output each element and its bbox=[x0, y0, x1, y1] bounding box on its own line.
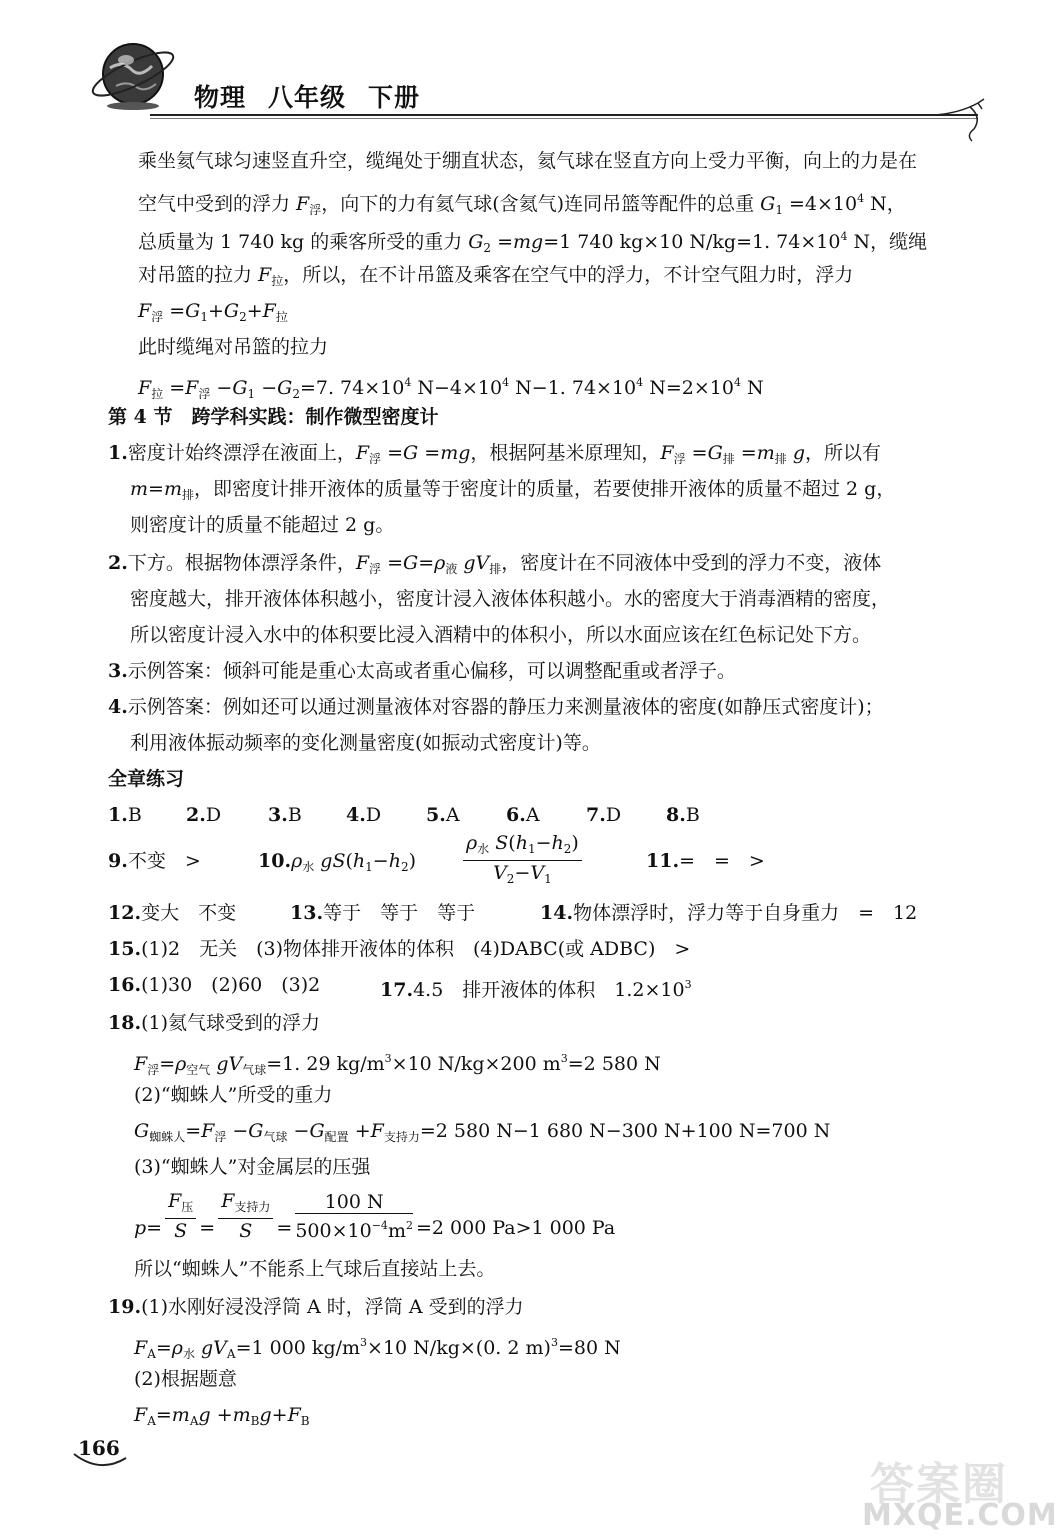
s4-q1-line1: 1.密度计始终漂浮在液面上，$F_浮 =G =mg$，根据阿基米原理知，$F_浮 =G_排 =m_排$ g，所以有 bbox=[108, 442, 882, 466]
q18-line2: (2)“蜘蛛人”所受的重力 bbox=[134, 1084, 333, 1106]
q14: 14.物体漂浮时，浮力等于自身重力 = 12 bbox=[540, 902, 918, 924]
page-number-ornament-icon bbox=[70, 1448, 130, 1474]
mc-4: 4.D bbox=[346, 804, 382, 826]
mc-1: 1.B bbox=[108, 804, 142, 826]
page-header bbox=[0, 0, 1033, 150]
para1-line4: 对吊篮的拉力 $F_拉$，所以，在不计吊篮及乘客在空气中的浮力，不计空气阻力时，浮力 bbox=[138, 264, 854, 288]
header-volume: 下册 bbox=[368, 83, 421, 112]
mc-6: 6.A bbox=[506, 804, 540, 826]
s4-q1-line3: 则密度计的质量不能超过 2 g。 bbox=[130, 514, 395, 536]
para1-formula2: $F_拉 =F_浮 -G_1 -G_2=7$. $74\times 10^4$ $N-4\times 10^4$ N−1. $74\times 10^4$ $N=2\times 10^4$ N bbox=[138, 376, 764, 401]
q16: 16.(1)30 (2)60 (3)2 bbox=[108, 974, 321, 996]
s4-q2-line2: 密度越大，排开液体体积越小，密度计浸入液体体积越小。水的密度大于消毒酒精的密度， bbox=[130, 588, 891, 610]
header-grade: 八年级 bbox=[268, 83, 347, 112]
vine-ornament-icon bbox=[930, 95, 990, 155]
q11: 11.= = > bbox=[646, 850, 765, 872]
q13: 13.等于 等于 等于 bbox=[290, 902, 476, 924]
header-subject: 物理 bbox=[194, 83, 247, 112]
para1-line2: 空气中受到的浮力 $F_浮$，向下的力有氦气球(含氦气)连同吊篮等配件的总重 $G_1 =4\times 10^4$ N， bbox=[138, 192, 906, 217]
q18-line3: (3)“蜘蛛人”对金属层的压强 bbox=[134, 1156, 371, 1178]
s4-q3: 3.示例答案：倾斜可能是重心太高或者重心偏移，可以调整配重或者浮子。 bbox=[108, 660, 736, 682]
q12: 12.变大 不变 bbox=[108, 902, 237, 924]
mc-7: 7.D bbox=[586, 804, 622, 826]
section4-title: 第 4 节 跨学科实践：制作微型密度计 bbox=[108, 406, 439, 428]
header-rule bbox=[150, 114, 978, 116]
para1-formula1: $F_浮 =G_1+G_2+F_拉$ bbox=[138, 300, 288, 324]
q19-line2: (2)根据题意 bbox=[134, 1368, 237, 1390]
q19-formula1: $F_A=\rho_水$ $gV_A=1$ 000 $kg/m^3\times 10$ N/kg×(0. 2 m)$^3$=80 N bbox=[134, 1336, 621, 1361]
q9-q11-row bbox=[108, 832, 988, 886]
q19-line1: 19.(1)水刚好浸没浮筒 A 时，浮筒 A 受到的浮力 bbox=[108, 1296, 524, 1318]
mc-3: 3.B bbox=[268, 804, 302, 826]
globe-logo-icon bbox=[88, 30, 178, 112]
s4-q4-line1: 4.示例答案：例如还可以通过测量液体对容器的静压力来测量液体的密度(如静压式密度计)； bbox=[108, 696, 884, 718]
q19-formula2: $F_A=m_Ag +m_Bg+F_B$ bbox=[134, 1404, 310, 1428]
q10: $10.\rho_水$ $gS(h_1-h_2)$ bbox=[258, 850, 417, 874]
s4-q1-line2: $m=m_排$，即密度计排开液体的质量等于密度计的质量，若要使排开液体的质量不超过 2 g， bbox=[130, 478, 896, 502]
mc-2: 2.D bbox=[186, 804, 222, 826]
s4-q2-line1: 2.下方。根据物体漂浮条件，$F_浮 =G=\rho_液$ $gV_排$，密度计在不同液体中受到的浮力不变，液体 bbox=[108, 552, 882, 576]
page-number: 166 bbox=[78, 1436, 120, 1460]
watermark-url: MXQE.COM bbox=[862, 1498, 1058, 1533]
q17: 17.4.5 排开液体的体积 $1.2\times 10^3$ bbox=[380, 978, 692, 1001]
chapter-title: 全章练习 bbox=[108, 768, 185, 790]
mc-5: 5.A bbox=[426, 804, 460, 826]
para1-line6: 此时缆绳对吊篮的拉力 bbox=[138, 336, 329, 358]
s4-q4-line2: 利用液体振动频率的变化测量密度(如振动式密度计)等。 bbox=[130, 732, 601, 754]
para1-line3: 总质量为 1 740 kg 的乘客所受的重力 $G_2 =mg=1$ 740 kg×10 N/kg=1. $74\times 10^4$ N，缆绳 bbox=[138, 230, 928, 255]
q9: 9.不变 > bbox=[108, 850, 201, 872]
q18-formula2: $G_{蜘蛛人}=F_浮 -G_{气球} -G_{配置} +F_{支持力}=2$ 580 N−1 680 N−300 N+100 N=700 N bbox=[134, 1120, 831, 1144]
q18-line1: 18.(1)氦气球受到的浮力 bbox=[108, 1012, 320, 1034]
header-rule-thin bbox=[150, 118, 978, 119]
q18-formula1: $F_浮=\rho_{空气}$ $gV_{气球}=1$. 29 $kg/m^3\times 10$ N/kg×200 $m^3=2$ 580 N bbox=[134, 1052, 661, 1077]
watermark-logo: 答案圈 bbox=[870, 1459, 1008, 1510]
q18-line4: 所以“蜘蛛人”不能系上气球后直接站上去。 bbox=[134, 1258, 496, 1280]
para1-line1: 乘坐氦气球匀速竖直升空，缆绳处于绷直状态，氦气球在竖直方向上受力平衡，向上的力是在 bbox=[138, 150, 918, 172]
q15: 15.(1)2 无关 (3)物体排开液体的体积 (4)DABC(或 ADBC) > bbox=[108, 938, 691, 960]
mc-8: 8.B bbox=[666, 804, 700, 826]
s4-q2-line3: 所以密度计浸入水中的体积要比浸入酒精中的体积小，所以水面应该在红色标记处下方。 bbox=[130, 624, 872, 646]
q10-fraction: $\rho_水$ $S(h_1-h_2)$ $V_2-V_1$ bbox=[463, 832, 582, 891]
header-title bbox=[194, 78, 420, 114]
q18-formula3: p= $\frac{F_压}{S}$ = $\frac{F_{支持力}}{S}$ = $\frac{100 N}{500\times 10^{-4}m^2}$ =2 000 Pa>1 000 Pa bbox=[134, 1190, 616, 1242]
